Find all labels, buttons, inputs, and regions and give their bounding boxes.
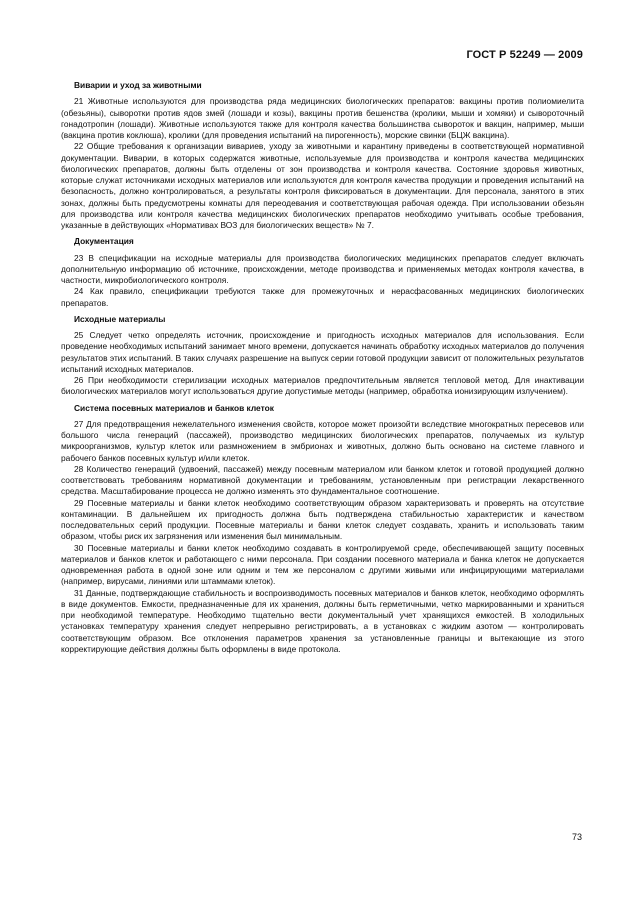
paragraph-23: 23 В спецификации на исходные материалы для производства биологических медицинских препаратов следует включать дополнительную информацию об источнике, происхождении, методе производства и применяемых методах контроля качества, в частности, микробиологического контроля. [61, 252, 584, 285]
section-documentation [61, 236, 584, 309]
paragraph-31: 31 Данные, подтверждающие стабильность и воспроизводимость посевных материалов и банков клеток, необходимо оформлять в виде документов. Емкости, предназначенные для их хранения, должны быть герметичными, четко маркированными и храниться при необходимой температуре. Необходимо тщательно вести документальный учет хранящихся емкостей. В холодильных установках температуру хранения следует непрерывно регистрировать, а в установках с жидким азотом — контролировать соответствующим образом. Все отклонения параметров хранения за установленные границы и вытекающие из этого корректирующие действия должны быть оформлены в виде протокола. [61, 587, 584, 654]
section-heading: Документация [74, 236, 134, 247]
page-number: 73 [571, 832, 582, 842]
paragraph-27: 27 Для предотвращения нежелательного изменения свойств, которое может произойти вследствие многократных пересевов или большого числа генераций (пассажей), производство медицинских биологических препаратов, получаемых из культур микроорганизмов, культур клеток или размножением в эмбрионах и животных, должно быть основано на системе главного и рабочего банков посевных культур и/или клеток. [61, 418, 584, 463]
paragraph-24: 24 Как правило, спецификации требуются также для промежуточных и нерасфасованных медицинских биологических препаратов. [61, 286, 584, 308]
paragraph-30: 30 Посевные материалы и банки клеток необходимо создавать в контролируемой среде, обеспечивающей защиту посевных материалов и банков клеток и работающего с ними персонала. При создании посевного материала и банка клеток не допускается одновременная работа в одной зоне или одним и тем же персоналом с другими живыми или инфицирующими материалами (например, вирусами, линиями или штаммами клеток). [61, 542, 584, 587]
section-seed-lots-cell-banks [61, 403, 584, 656]
section-heading: Виварии и уход за животными [74, 80, 202, 90]
paragraph-29: 29 Посевные материалы и банки клеток необходимо соответствующим образом характеризовать и проверять на отсутствие контаминации. В дальнейшем их пригодность должна быть подтверждена стабильностью характеристик и качеством последовательных серий продукции. Посевные материалы и банки клеток следует создавать, хранить и использовать таким образом, чтобы риск их загрязнения или изменения был минимальным. [61, 497, 584, 542]
section-starting-materials [61, 314, 584, 398]
paragraph-25: 25 Следует четко определять источник, происхождение и пригодность исходных материалов для использования. Если проведение необходимых испытаний занимает много времени, допускается начинать обработку исходных материалов до получения результатов этих испытаний. В таких случаях разрешение на выпуск серии готовой продукции зависит от положительных результатов испытаний исходных материалов. [61, 330, 584, 374]
paragraph-26: 26 При необходимости стерилизации исходных материалов предпочтительным является тепловой метод. Для инактивации биологических материалов могут использоваться другие допустимые методы (например, обработка ионизирующим излучением). [61, 375, 584, 397]
section-heading: Система посевных материалов и банков клеток [74, 402, 274, 413]
section-vivarium [61, 80, 584, 231]
paragraph-22: 22 Общие требования к организации вивариев, уходу за животными и карантину приведены в соответствующей нормативной документации. Виварии, в которых содержатся животные, используемые для производства и контроля качества медицинских биологических препаратов, должны быть отделены от зон производства и контроля качества. Состояние здоровья животных, которые служат источниками исходных материалов или используются для контроля качества продукции и проведения испытаний на безопасность, должно контролироваться, а результаты контроля фиксироваться в документации. Для персонала, занятого в этих зонах, должны быть предусмотрены комнаты для переодевания и соответствующая рабочая одежда. При использовании обезьян для производства или контроля качества медицинских биологических препаратов необходимо учитывать особые требования, указанные в действующих «Нормативах ВОЗ для биологических веществ» № 7. [61, 141, 584, 230]
document-body [61, 80, 584, 660]
document-standard-id: ГОСТ Р 52249 — 2009 [466, 49, 583, 61]
section-heading: Исходные материалы [74, 313, 166, 324]
paragraph-28: 28 Количество генераций (удвоений, пассажей) между посевным материалом или банком клеток и готовой продукцией должно соответствовать требованиям нормативной документации и требованиям, установленным при регистрации лекарственного средства. Масштабирование процесса не должно изменять это фундаментальное соотношение. [61, 463, 584, 497]
paragraph-21: 21 Животные используются для производства ряда медицинских биологических препаратов: вакцины против полиомиелита (обезьяны), сыворотки против ядов змей (лошади и козы), вакцины против бешенства (кролики, мыши и хомяки) и сывороточный гонадотропин (лошади). Животные используются также для контроля качества большинства сывороток и вакцин, например, мыши (вакцина против коклюша), кролики (для проведения испытаний на пирогенность), морские свинки (БЦЖ вакцина). [61, 96, 584, 140]
